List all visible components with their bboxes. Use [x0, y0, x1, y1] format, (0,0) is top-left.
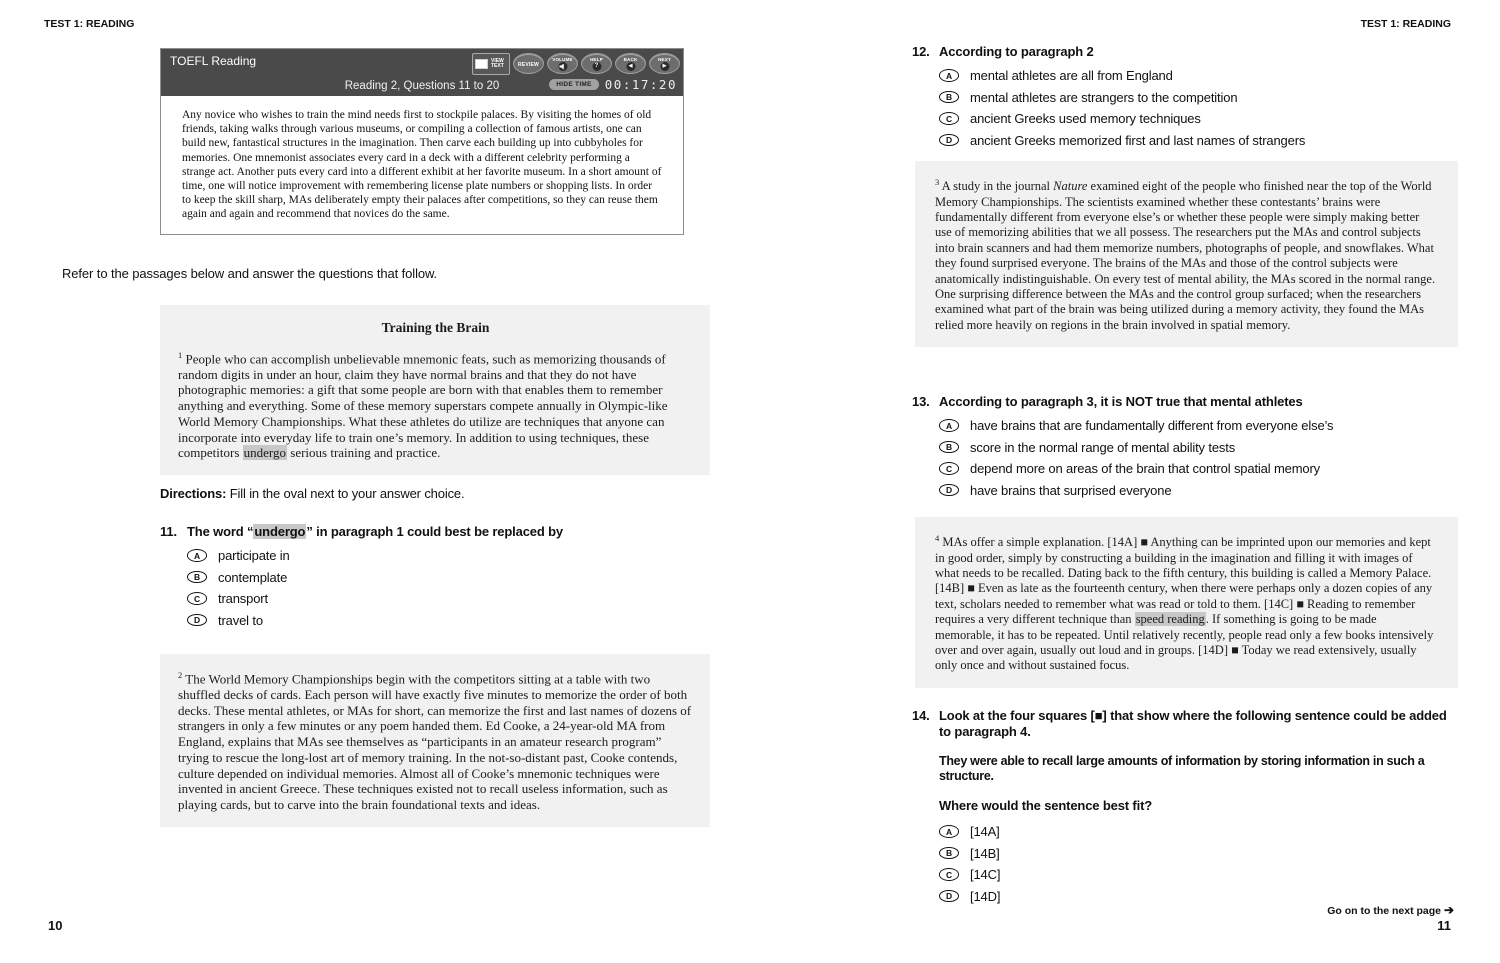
paragraph-1-text-end: serious training and practice.: [287, 445, 441, 461]
option-text: depend more on areas of the brain that control spatial memory: [970, 461, 1320, 476]
option-12-d[interactable]: [939, 134, 1464, 147]
option-text: mental athletes are strangers to the competition: [970, 89, 1238, 105]
answer-oval-d[interactable]: D: [939, 484, 959, 497]
paragraph-4-number: 4: [935, 533, 940, 543]
directions-line: [160, 486, 464, 501]
option-11-b[interactable]: [187, 571, 705, 584]
next-button[interactable]: [649, 53, 680, 74]
answer-oval-c[interactable]: C: [187, 592, 207, 605]
option-text: [14A]: [970, 824, 1000, 839]
question-mark-icon: ?: [592, 62, 601, 71]
question-14-options: [939, 825, 1462, 903]
page-number-left: 10: [48, 918, 63, 933]
passage-box-paragraph-1: [160, 305, 710, 475]
paragraph-2-text: The World Memory Championships begin with the competitors sitting at a table with two shuffled decks of cards. Each person will have exactly five minutes to memorize the order of both decks. These mental athletes, or MAs for short, can memorize the first and last names of dozens of strangers in only a few minutes or any poem handed them. Ed Cooke, a 24-year-old MA from England, explains that MAs see themselves as “participants in an amateur research program” trying to rescue the long-lost art of memory training. In the not-so-distant past, Cooke contends, culture depended on individual memories. Almost all of Cooke’s mnemonic techniques were invented in ancient Greece. These techniques existed not to recall useless information, such as playing cards, but to carve into the brain foundational texts and ideas.: [178, 671, 692, 812]
option-text: ancient Greeks used memory techniques: [970, 111, 1201, 126]
back-label: BACK: [623, 57, 638, 62]
screen-subtitle: Reading 2, Questions 11 to 20: [344, 80, 500, 92]
app-title: TOEFL Reading: [170, 54, 257, 68]
view-text-icon: [475, 59, 488, 69]
answer-oval-c[interactable]: C: [939, 112, 959, 125]
passage-box-paragraph-4: [915, 517, 1458, 688]
option-text: transport: [218, 591, 268, 606]
answer-oval-c[interactable]: C: [939, 868, 959, 881]
option-text: [14B]: [970, 845, 1000, 861]
paragraph-1-number: 1: [178, 349, 183, 360]
paragraph-1: [178, 348, 693, 461]
running-head-left: TEST 1: READING: [44, 18, 135, 30]
next-arrow-icon: ▶: [660, 62, 669, 71]
timer-display: 00:17:20: [604, 77, 677, 92]
option-12-a[interactable]: [939, 69, 1464, 82]
back-button[interactable]: [615, 53, 646, 74]
question-14-stem: Look at the four squares [■] that show where the following sentence could be added to paragraph 4.: [939, 708, 1447, 739]
paragraph-2-number: 2: [178, 670, 183, 680]
option-14-a[interactable]: [939, 825, 1462, 838]
answer-oval-a[interactable]: A: [939, 825, 959, 838]
option-text: contemplate: [218, 569, 288, 585]
next-label: NEXT: [658, 57, 671, 62]
highlighted-phrase-speed-reading: speed reading: [1135, 612, 1205, 627]
question-13-options: [939, 419, 1464, 497]
answer-oval-d[interactable]: D: [187, 614, 207, 627]
option-14-b[interactable]: [939, 847, 1462, 860]
toolbar-buttons: [472, 53, 680, 75]
directions-label: Directions:: [160, 486, 227, 501]
option-text: [14C]: [970, 867, 1001, 882]
answer-oval-a[interactable]: A: [939, 419, 959, 432]
option-text: score in the normal range of mental ability tests: [970, 439, 1236, 455]
option-13-a[interactable]: [939, 419, 1464, 432]
option-text: have brains that are fundamentally different from everyone else’s: [970, 418, 1334, 433]
view-text-label: VIEW TEXT: [491, 57, 504, 69]
paragraph-3-text: A study in the journal: [939, 179, 1054, 194]
answer-oval-b[interactable]: B: [939, 847, 959, 860]
question-12: [912, 44, 1464, 155]
question-14: [912, 708, 1462, 911]
passage-box-paragraph-3: [915, 161, 1458, 347]
toefl-software-screenshot: [160, 48, 684, 235]
paragraph-4-text-end: . If something is going to be made memorable, it has to be repeated. Until relatively recently, people read only a few books intensively over and over again, usually out loud and in groups. [14D] ■ Today we read extensively, usually only once and without sustained focus.: [935, 612, 1434, 673]
passage-box-paragraph-2: [160, 654, 710, 827]
paragraph-3-text-end: examined eight of the people who finished near the top of the World Memory Championships. The scientists examined whether these contestants’ brains were fundamentally different from everyone else’s or whether these people were simply making better use of memorizing abilities that we all possess. The researchers put the MAs and control subjects into brain scanners and had them memorize numbers, photographs of people, and snowflakes. What they found surprised everyone. The brains of the MAs and those of the control subjects were anatomically indistinguishable. On every test of mental ability, the MAs scored in the normal range. One surprising difference between the MAs and the control group surfaced; when the researchers examined what part of the brain was being utilized during a memory activity, they found the MAs relied more heavily on regions in the brain involved in spatial memory.: [935, 179, 1436, 332]
option-12-b[interactable]: [939, 91, 1464, 104]
option-11-c[interactable]: [187, 592, 705, 605]
option-text: travel to: [218, 612, 263, 628]
journal-name-italic: Nature: [1053, 179, 1088, 194]
option-text: [14D]: [970, 888, 1001, 904]
question-12-number: 12.: [912, 44, 930, 59]
question-11-stem: [187, 524, 705, 540]
question-12-stem: According to paragraph 2: [939, 44, 1094, 59]
answer-oval-b[interactable]: B: [187, 571, 207, 584]
volume-label: VOLUME: [552, 57, 573, 62]
option-12-c[interactable]: [939, 112, 1464, 125]
highlighted-word-undergo: undergo: [243, 445, 287, 461]
answer-oval-c[interactable]: C: [939, 462, 959, 475]
stem-pre: The word “: [187, 524, 254, 539]
speaker-icon: [558, 62, 567, 71]
paragraph-3-number: 3: [935, 177, 940, 187]
paragraph-4-text: MAs offer a simple explanation. [14A] ■ Anything can be imprinted upon our memories and kept in good order, simply by constructing a building in the imagination and filling it with images of what needs to be recalled. Dating back to the fifth century, this building is called a Memory Palace. [14B] ■ Even as late as the fourteenth century, when there were perhaps only a dozen copies of any text, scholars needed to remember what was read or told to them. [14C] ■ Reading to remember requires a very different technique than: [935, 535, 1433, 627]
option-text: have brains that surprised everyone: [970, 482, 1172, 498]
passage-title: Training the Brain: [381, 320, 490, 335]
highlighted-word-undergo-stem: undergo: [254, 524, 306, 539]
question-13: [912, 394, 1464, 505]
answer-oval-a[interactable]: A: [939, 69, 959, 82]
option-text: mental athletes are all from England: [970, 68, 1173, 83]
question-13-number: 13.: [912, 394, 930, 409]
refer-instruction: Refer to the passages below and answer the questions that follow.: [62, 266, 438, 281]
question-11: [160, 524, 705, 635]
screen-titlebar: [161, 49, 683, 96]
option-13-c[interactable]: [939, 462, 1464, 475]
question-11-number: 11.: [160, 524, 177, 539]
directions-text: Fill in the oval next to your answer choice.: [226, 486, 465, 501]
answer-oval-a[interactable]: A: [187, 549, 207, 562]
hide-time-badge[interactable]: HIDE TIME: [549, 79, 599, 90]
running-head-right: TEST 1: READING: [1360, 18, 1451, 30]
answer-oval-b[interactable]: B: [939, 441, 959, 454]
view-text-button[interactable]: [472, 53, 510, 75]
next-page-arrow-icon: ➔: [1443, 903, 1454, 917]
option-13-b[interactable]: [939, 441, 1464, 454]
option-14-c[interactable]: [939, 868, 1462, 881]
answer-oval-b[interactable]: B: [939, 91, 959, 104]
option-text: participate in: [218, 548, 290, 563]
question-14-number: 14.: [912, 708, 930, 723]
review-label: REVIEW: [518, 62, 539, 68]
back-arrow-icon: ◀: [626, 62, 635, 71]
volume-button[interactable]: [547, 53, 578, 74]
option-text: ancient Greeks memorized first and last names of strangers: [970, 132, 1306, 148]
option-11-d[interactable]: [187, 614, 705, 627]
question-14-insert-sentence: They were able to recall large amounts of information by storing information in such a structure.: [939, 754, 1425, 783]
answer-oval-d[interactable]: D: [939, 134, 959, 147]
option-14-d[interactable]: [939, 890, 1462, 903]
paragraph-1-text: People who can accomplish unbelievable mnemonic feats, such as memorizing thousands of random digits in under an hour, claim they have normal brains and that they do not have photographic memories: a gift that some people are born with that enables them to remember anything and everything. Some of these memory superstars compete annually in Olympic-like World Memory Championships. What these athletes do utilize are techniques that anyone can incorporate into everyday life to train one’s memory. In addition to using techniques, these competitors: [178, 351, 668, 461]
next-page-note: [1327, 903, 1454, 917]
help-label: HELP: [590, 57, 603, 62]
question-14-sub-question: Where would the sentence best fit?: [939, 798, 1153, 813]
question-11-options: [187, 549, 705, 627]
option-13-d[interactable]: [939, 484, 1464, 497]
option-11-a[interactable]: [187, 549, 705, 562]
next-page-label: Go on to the next page: [1327, 905, 1444, 917]
answer-oval-d[interactable]: D: [939, 890, 959, 903]
question-12-options: [939, 69, 1464, 147]
page-number-right: 11: [1437, 918, 1451, 933]
help-button[interactable]: [581, 53, 612, 74]
stem-post: ” in paragraph 1 could best be replaced by: [306, 524, 564, 539]
timer-group: [549, 77, 677, 92]
screen-passage-text: Any novice who wishes to train the mind needs first to stockpile palaces. By visiting the homes of old friends, taking walks through various museums, or compiling a collection of famous artists, one can build new, fantastical structures in the imagination. Then carve each building up into cubbyholes for memories. One mnemonist associates every card in a deck with a different celebrity performing a strange act. Another puts every card into a different exhibit at her favorite museum. In a short amount of time, one will notice improvement with remembering license plate numbers or shopping lists. In order to keep the skill sharp, MAs deliberately empty their palaces after competitions, so they can reuse them again and again and recommend that novices do the same.: [161, 96, 683, 234]
review-button[interactable]: [513, 53, 544, 74]
question-13-stem: According to paragraph 3, it is NOT true that mental athletes: [939, 394, 1303, 409]
